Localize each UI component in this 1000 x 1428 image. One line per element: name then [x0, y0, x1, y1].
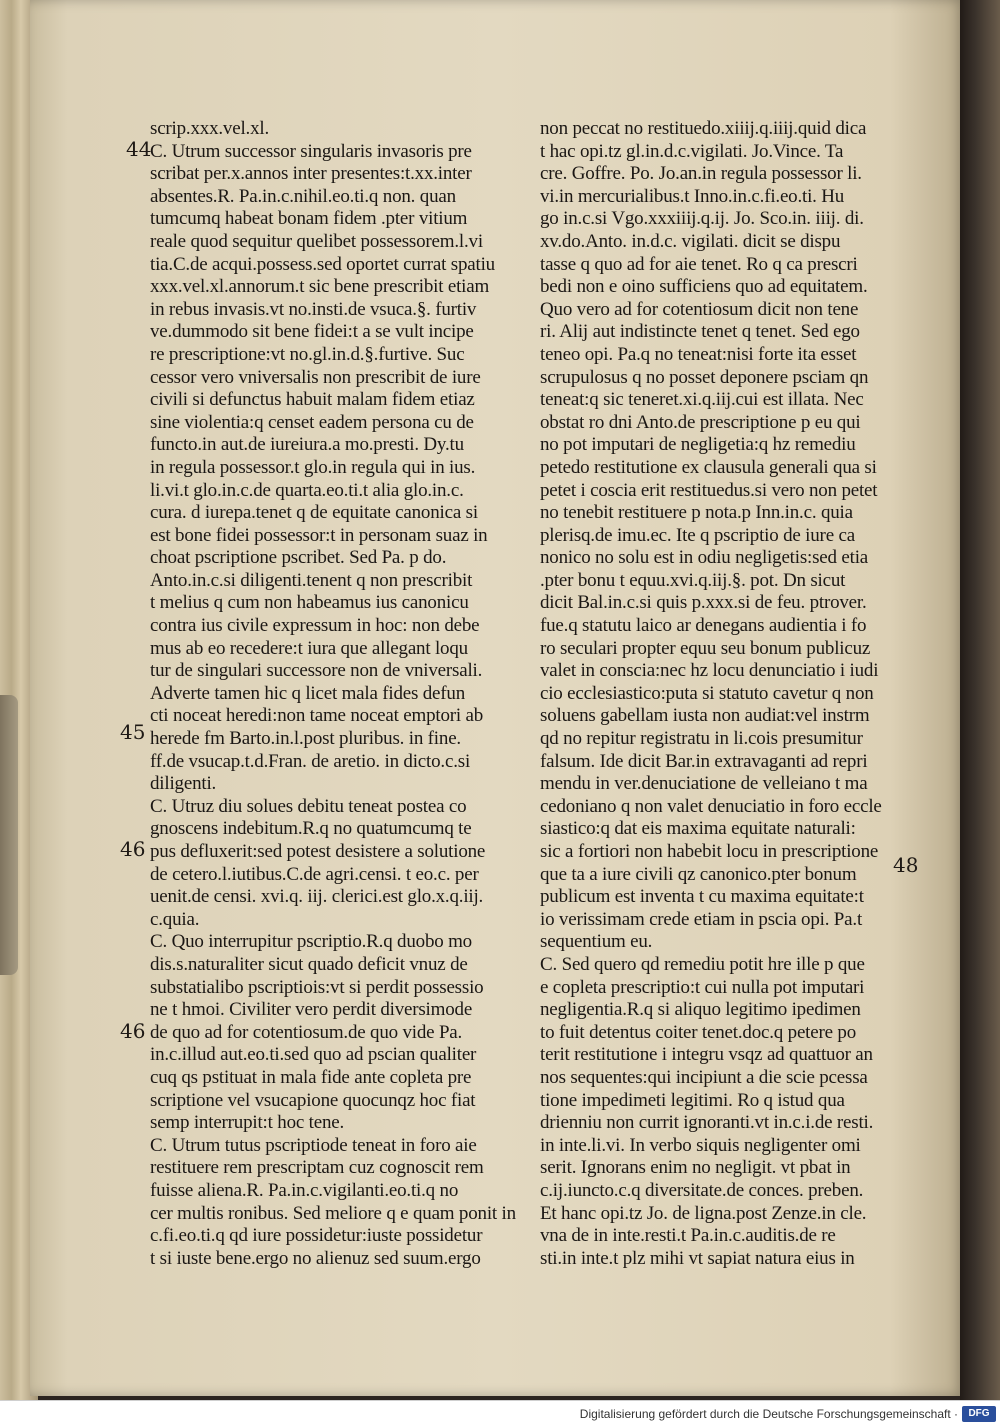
- left-column-line: in.c.illud aut.eo.ti.sed quo ad pscian qualiter: [150, 1044, 477, 1066]
- right-column-line: dicit Bal.in.c.si quis p.xxx.si de feu. ptrover.: [540, 592, 867, 614]
- left-column-line: li.vi.t glo.in.c.de quarta.eo.ti.t alia glo.in.c.: [150, 479, 464, 501]
- margin-number-45: 45: [120, 720, 146, 744]
- left-column-line: Anto.in.c.si diligenti.tenent q non prescribit: [150, 569, 473, 591]
- left-column-line: ne t hmoi. Civiliter vero perdit diversimode: [150, 999, 473, 1021]
- right-column-line: mendu in ver.denuciatione de velleiano t ma: [540, 773, 868, 795]
- footer-bar: [0, 1400, 1000, 1428]
- left-column-line: C. Quo interrupitur pscriptio.R.q duobo mo: [150, 931, 472, 953]
- left-column-line: gnoscens indebitum.R.q no quatumcumq te: [150, 818, 472, 840]
- right-column-line: cedoniano q non valet denuciatio in foro eccle: [540, 795, 882, 817]
- right-column-line: Quo vero ad for cotentiosum dicit non tene: [540, 298, 859, 320]
- right-column-line: io verissimam crede etiam in pscia opi. Pa.t: [540, 908, 863, 930]
- right-column-line: drienniu non currit ignoranti.vt in.c.i.de resti.: [540, 1112, 874, 1134]
- left-column-line: pus defluxerit:sed potest desistere a solutione: [150, 841, 486, 862]
- left-column-line: est bone fidei possessor:t in personam suaz in: [150, 524, 488, 546]
- left-column-line: Adverte tamen hic q licet mala fides defun: [150, 682, 465, 704]
- left-column-line: sine violentia:q censet eadem persona cu de: [150, 411, 474, 433]
- left-column-line: scrip.xxx.vel.xl.: [150, 118, 270, 139]
- left-column-line: c.quia.: [150, 908, 200, 930]
- right-column-line: teneo opi. Pa.q no teneat:nisi forte ita esset: [540, 343, 857, 365]
- right-column-line: ro seculari propter equu seu bonum publicuz: [540, 637, 871, 659]
- margin-number-46b: 46: [120, 1019, 146, 1043]
- left-column-line: cuq qs pstituat in mala fide ante copleta pre: [150, 1066, 472, 1088]
- left-column-line: diligenti.: [150, 773, 217, 795]
- right-column-line: nonico no solu est in odiu negligetis:sed etia: [540, 547, 869, 569]
- left-column-line: dis.s.naturaliter sicut quado deficit vnuz de: [150, 953, 468, 975]
- right-column-line: valet in conscia:nec hz locu denunciatio i iudi: [540, 660, 879, 682]
- left-column-line: restituere rem prescriptam cuz cognoscit rem: [150, 1157, 484, 1179]
- dfg-logo: DFG: [962, 1406, 996, 1422]
- footer-credit: Digitalisierung gefördert durch die Deutsche Forschungsgemeinschaft ·: [579, 1407, 958, 1421]
- right-column-line: go in.c.si Vgo.xxxiiij.q.ij. Jo. Sco.in. iiij. di.: [540, 208, 864, 230]
- left-column-line: t si iuste bene.ergo no alienuz sed suum.ergo: [150, 1247, 481, 1269]
- right-column-line: ri. Alij aut indistincte tenet q tenet. Sed ego: [540, 321, 860, 343]
- right-column-line: sequentium eu.: [540, 931, 653, 953]
- right-column-line: nos sequentes:qui incipiunt a die scie pcessa: [540, 1066, 868, 1088]
- right-column-line: C. Sed quero qd remediu potit hre ille p que: [540, 953, 865, 975]
- left-column-line: in regula possessor.t glo.in regula qui in ius.: [150, 456, 476, 478]
- left-column-line: fuisse aliena.R. Pa.in.c.vigilanti.eo.ti.q no: [150, 1179, 459, 1201]
- right-column-line: in inte.li.vi. In verbo siquis negligenter omi: [540, 1134, 861, 1156]
- left-column-line: choat pscriptione pscribet. Sed Pa. p do.: [150, 547, 447, 569]
- margin-number-48: 48: [893, 853, 919, 877]
- left-column-line: de cetero.l.iutibus.C.de agri.censi. t eo.c. per: [150, 863, 479, 885]
- right-column-line: c.ij.iuncto.c.q diversitate.de conces. preben.: [540, 1179, 864, 1201]
- left-column-line: scriptione vel vsucapione quocunqz hoc fiat: [150, 1089, 476, 1111]
- right-column-line: bedi non e oino sufficiens quo ad equitatem.: [540, 276, 868, 298]
- left-column-line: scribat per.x.annos inter presentes:t.xx.inter: [150, 163, 472, 185]
- right-column-line: serit. Ignorans enim no negligit. vt pbat in: [540, 1157, 851, 1179]
- right-column-line: teneat:q sic teneret.xi.q.iij.cui est illata. Nec: [540, 389, 864, 411]
- left-column-line: in rebus invasis.vt no.insti.de vsuca.§. furtiv: [150, 298, 477, 320]
- right-column-line: xv.do.Anto. in.d.c. vigilati. dicit se dispu: [540, 230, 841, 252]
- left-column-line: cer multis ronibus. Sed meliore q e quam ponit in: [150, 1202, 516, 1224]
- margin-number-46a: 46: [120, 837, 146, 861]
- left-column-line: mus ab eo recedere:t iura que allegant loqu: [150, 637, 468, 659]
- right-column-line: Et hanc opi.tz Jo. de ligna.post Zenze.in cle.: [540, 1202, 867, 1224]
- right-column-line: falsum. Ide dicit Bar.in extravaganti ad repri: [540, 750, 868, 772]
- left-column-line: C. Utrum tutus pscriptiode teneat in foro aie: [150, 1134, 477, 1156]
- right-column-line: to fuit detentus coiter tenet.doc.q petere po: [540, 1021, 856, 1043]
- right-column-line: qd no repitur registratu in li.cois presumitur: [540, 728, 863, 750]
- left-column-line: ff.de vsucap.t.d.Fran. de aretio. in dicto.c.si: [150, 750, 471, 772]
- right-column-line: obstat ro dni Anto.de prescriptione p eu qui: [540, 411, 861, 433]
- right-column-line: publicum est inventa t cu maxima equitate:t: [540, 886, 864, 908]
- right-column-line: no pot imputari de negligetia:q hz remediu: [540, 434, 856, 456]
- left-column-line: semp interrupit:t hoc tene.: [150, 1112, 345, 1134]
- margin-number-44: 44: [126, 137, 152, 161]
- left-column-line: uenit.de censi. xvi.q. iij. clerici.est glo.x.q.iij.: [150, 886, 484, 908]
- left-column-line: substatialibo pscriptiois:vt si perdit possessio: [150, 976, 484, 998]
- page-clip: [0, 695, 18, 975]
- right-column-line: scrupulosus q no posset deponere psciam qn: [540, 366, 869, 388]
- right-column-line: .pter bonu t equu.xvi.q.iij.§. pot. Dn sicut: [540, 569, 846, 591]
- left-column-line: cti noceat heredi:non tame noceat emptori ab: [150, 705, 484, 727]
- left-column-line: tur de singulari successore non de vniversali.: [150, 660, 483, 682]
- left-column-line: functo.in aut.de iureiura.a mo.presti. Dy.tu: [150, 434, 464, 456]
- left-column-line: ve.dummodo sit bene fidei:t a se vult incipe: [150, 321, 474, 343]
- left-column-line: tia.C.de acqui.possess.sed oportet currat spatiu: [150, 253, 495, 275]
- right-column-line: cre. Goffre. Po. Jo.an.in regula possessor li.: [540, 163, 862, 185]
- right-column-line: negligentia.R.q si aliquo legitimo ipedimen: [540, 999, 861, 1021]
- left-column-line: de quo ad for cotentiosum.de quo vide Pa.: [150, 1021, 463, 1043]
- left-column-line: t melius q cum non habeamus ius canonicu: [150, 592, 469, 614]
- right-column-line: vi.in mercurialibus.t Inno.in.c.fi.eo.ti. Hu: [540, 185, 845, 207]
- right-column-line: terit restitutione i integru vsqz ad quattuor an: [540, 1044, 873, 1066]
- book-spine-shadow: [960, 0, 1000, 1400]
- right-column-line: vna de in inte.resti.t Pa.in.c.auditis.de re: [540, 1225, 836, 1247]
- right-column-line: petedo restitutione ex clausula generali qua si: [540, 456, 877, 478]
- left-column-line: xxx.vel.xl.annorum.t sic bene prescribit etiam: [150, 276, 490, 298]
- left-column-line: cessor vero vniversalis non prescribit de iure: [150, 366, 481, 388]
- left-column-line: c.fi.eo.ti.q qd iure possidetur:iuste possidetur: [150, 1225, 483, 1247]
- left-column-line: contra ius civile expressum in hoc: non debe: [150, 615, 480, 637]
- left-text-column: [150, 118, 522, 1270]
- right-column-line: petet i cosciа erit restituedus.si vero non petet: [540, 479, 878, 501]
- left-column-line: herede fm Barto.in.l.post pluribus. in fine.: [150, 728, 461, 750]
- right-column-line: soluens gabellam iusta non audiat:vel instrm: [540, 705, 870, 727]
- right-column-line: sti.in inte.t plz mihi vt sapiat natura eius in: [540, 1247, 855, 1269]
- right-column-line: no tenebit restituere p nota.p Inn.in.c. quia: [540, 502, 853, 524]
- right-column-line: siastico:q dat eis maxima equitate naturali:: [540, 818, 856, 840]
- left-column-line: civili si defunctus habuit malam fidem etiaz: [150, 389, 475, 411]
- left-column-line: cura. d iurepa.tenet q de equitate canonica si: [150, 502, 478, 524]
- left-column-line: C. Utruz diu solues debitu teneat postea co: [150, 795, 467, 817]
- right-column-line: que ta a iure civili qz canonico.pter bonum: [540, 863, 857, 885]
- left-column-line: absentes.R. Pa.in.c.nihil.eo.ti.q non. quan: [150, 185, 456, 207]
- right-column-line: cio ecclesiastico:puta si statuto cavetur q non: [540, 682, 874, 704]
- left-column-line: tumcumq habeat bonam fidem .pter vitium: [150, 208, 468, 230]
- right-column-line: non peccat no restituedo.xiiij.q.iiij.quid dica: [540, 118, 867, 139]
- left-column-line: re prescriptione:vt no.gl.in.d.§.furtive. Suc: [150, 343, 465, 365]
- right-column-line: tione impedimeti legitimi. Ro q istud qua: [540, 1089, 845, 1111]
- right-column-line: tasse q quo ad for aie tenet. Ro q ca prescri: [540, 253, 858, 275]
- right-text-column: [540, 118, 912, 1270]
- right-column-line: sic a fortiori non habebit locu in prescriptione: [540, 841, 879, 862]
- left-column-line: C. Utrum successor singularis invasoris pre: [150, 140, 472, 162]
- right-column-line: fue.q statutu laico ar denegans audientia i fo: [540, 615, 867, 637]
- right-column-line: t hac opi.tz gl.in.d.c.vigilati. Jo.Vince. Ta: [540, 140, 844, 162]
- right-column-line: plerisq.de imu.ec. Ite q pscriptio de iure ca: [540, 524, 855, 546]
- left-column-line: reale quod sequitur quelibet possessorem.l.vi: [150, 230, 483, 252]
- right-column-line: e copleta prescriptio:t cui nulla pot imputari: [540, 976, 865, 998]
